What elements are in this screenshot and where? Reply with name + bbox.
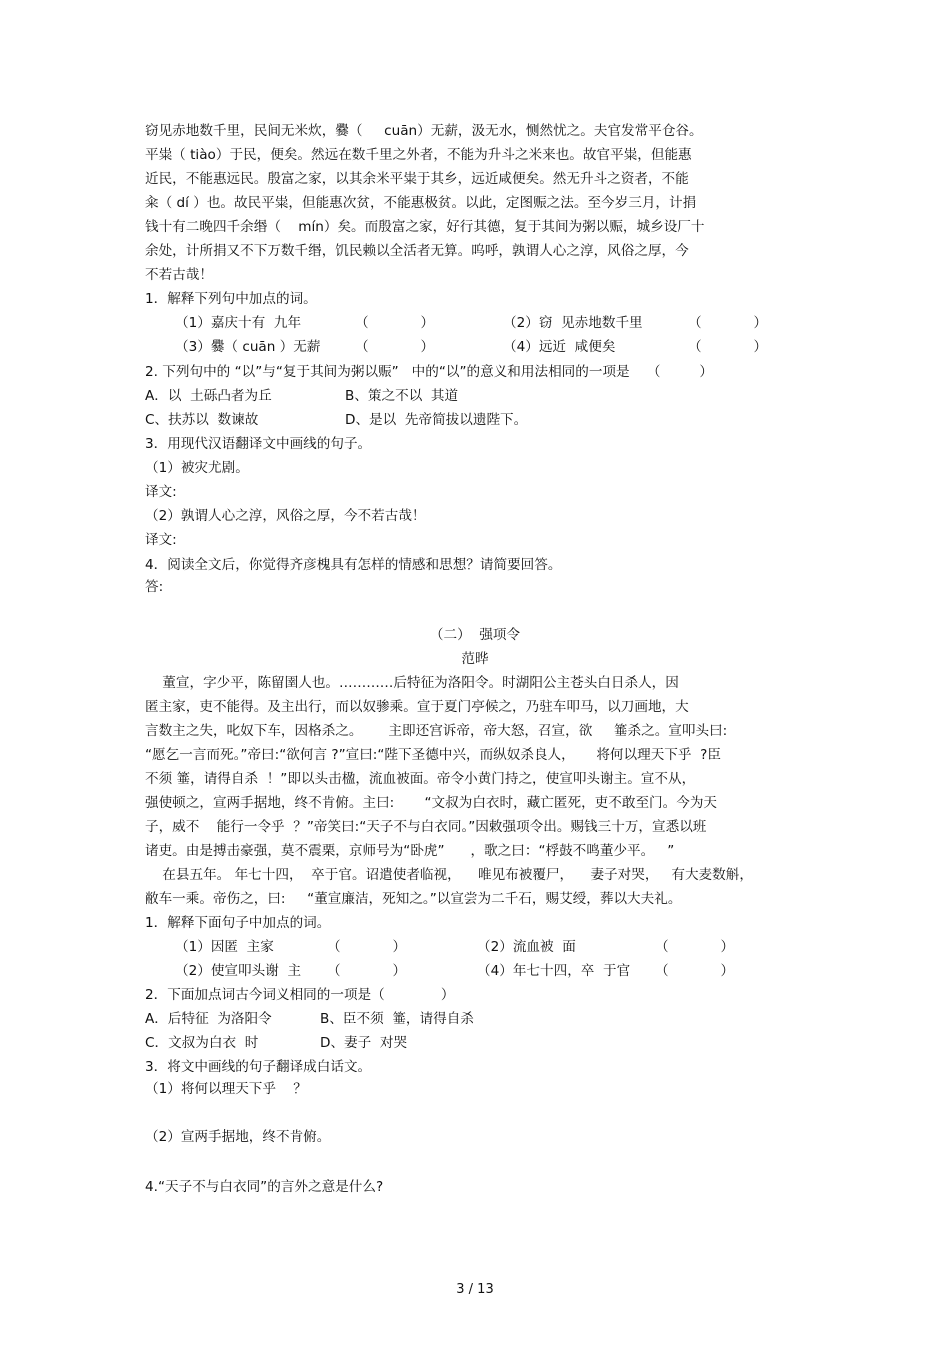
question-item: （2）使宣叩头谢 主 [175,963,302,979]
passage-line: 言数主之失，叱奴下车，因格杀之。 主即还宫诉帝，帝大怒，召宣，欲 箠杀之。宣叩头曰: [145,723,728,739]
sentence-1: （1）被灾尤剧。 [145,460,249,476]
question-item: （3）爨（ cuān ）无薪 [175,339,321,355]
passage-line: 不须 箠，请得自杀 ！”即以头击楹，流血被面。帝令小黄门持之，使宣叩头谢主。宣不从， [145,771,696,787]
passage-line: 匿主家，吏不能得。及主出行，而以奴骖乘。宣于夏门亭候之，乃驻车叩马，以刀画地，大 [145,699,689,715]
question-item: （4）远近 咸便矣 [503,339,616,355]
passage-line: 董宣，字少平，陈留圉人也。…………后特征为洛阳令。时湖阳公主苍头白日杀人，因 [145,675,679,691]
question-2-options [145,1009,835,1029]
question-2-options [145,1033,835,1053]
answer-blank: （ ） [655,963,735,979]
page-number: 3 / 13 [456,1282,494,1297]
option-c: C、扶苏以 数谏故 [145,412,259,428]
option-d: D、妻子 对哭 [320,1035,408,1051]
question-item: （2）流血被 面 [477,939,576,955]
answer-blank: （ ） [327,963,407,979]
section-2-title: （二） 强项令 [429,627,521,643]
question-4-stem: 4.“天子不与白衣同”的言外之意是什么? [145,1179,384,1195]
question-1-row [175,937,865,957]
option-b: B、策之不以 其道 [345,388,459,404]
answer-blank: （ ） [355,315,435,331]
question-1-row [175,313,865,333]
question-3-stem: 3．将文中画线的句子翻译成白话文。 [145,1059,372,1075]
answer-blank: （ ） [327,939,407,955]
passage-line: 强使顿之，宣两手据地，终不肯俯。主曰: “文叔为白衣时，藏亡匿死，吏不敢至门。今为天 [145,795,718,811]
question-1-row [175,961,865,981]
passage-line: 余处，计所捐又不下万数千缗，饥民赖以全活者无算。呜呼，孰谓人心之淳，风俗之厚，今 [145,243,689,259]
question-item: （4）年七十四，卒 于官 [477,963,631,979]
option-b: B、臣不须 箠，请得自杀 [320,1011,474,1027]
question-item: （1）因匿 主家 [175,939,274,955]
question-3-stem: 3．用现代汉语翻译文中画线的句子。 [145,436,372,452]
passage-line: 窃见赤地数千里，民间无米炊，爨（ cuān）无薪，汲无水，恻然忧之。夫官发常平仓谷。 [145,123,703,139]
question-2-stem: 2. 下列句中的 “以”与“复于其间为粥以赈” 中的“以”的意义和用法相同的一项是 （ ） [145,364,714,380]
question-1-row [175,337,865,357]
passage-line: “愿乞一言而死。”帝曰:“欲何言 ?”宣曰:“陛下圣德中兴，而纵奴杀良人， 将何以理天下乎 ?臣 [145,747,721,763]
passage-line: 诸吏。由是搏击豪强，莫不震栗，京师号为“卧虎” ，歌之曰：“桴鼓不鸣董少平。 ” [145,843,675,859]
question-1-stem: 1．解释下列句中加点的词。 [145,291,317,307]
translation-label: 译文: [145,484,177,500]
translation-label: 译文: [145,532,177,548]
passage-line: 不若古哉！ [145,267,213,283]
question-2-options [145,386,835,406]
question-2-options [145,410,835,430]
answer-blank: （ ） [355,339,435,355]
option-a: A．后特征 为洛阳令 [145,1011,272,1027]
passage-line: 子，威不 能行一令乎 ？”帝笑曰:“天子不与白衣同。”因敕强项令出。赐钱三十万，宣悉以班 [145,819,707,835]
passage-line: 籴（ dí ）也。故民平粜，但能惠次贫，不能惠极贫。以此，定图赈之法。至今岁三月，计捐 [145,195,697,211]
question-2-stem: 2．下面加点词古今词义相同的一项是（ ） [145,987,455,1003]
option-a: A．以 土砾凸者为丘 [145,388,272,404]
question-item: （1）嘉庆十有 九年 [175,315,302,331]
passage-line: 在县五年。 年七十四， 卒于官。诏遣使者临视， 唯见布被覆尸， 妻子对哭， 有大麦数斛， [145,867,753,883]
sentence-1: （1）将何以理天下乎 ？ [145,1081,307,1097]
answer-blank: （ ） [688,315,768,331]
passage-line: 近民，不能惠远民。殷富之家，以其余米平粜于其乡，远近咸便矣。然无升斗之资者，不能 [145,171,689,187]
question-1-stem: 1．解释下面句子中加点的词。 [145,915,331,931]
question-item: （2）窃 见赤地数千里 [503,315,643,331]
answer-label: 答: [145,579,164,595]
passage-line: 平粜（ tiào）于民，便矣。然远在数千里之外者，不能为升斗之米来也。故官平粜，但能惠 [145,147,692,163]
passage-line: 敝车一乘。帝伤之，曰: “董宣廉洁，死知之。”以宣尝为二千石，赐艾绶，葬以大夫礼。 [145,891,682,907]
passage-line: 钱十有二晚四千余缗（ mín）矣。而殷富之家，好行其德，复于其间为粥以赈，城乡设厂十 [145,219,705,235]
sentence-2: （2）宣两手据地，终不肯俯。 [145,1129,331,1145]
section-2-author: 范晔 [461,651,489,667]
sentence-2: （2）孰谓人心之淳，风俗之厚，今不若古哉！ [145,508,426,524]
question-4-stem: 4．阅读全文后，你觉得齐彦槐具有怎样的情感和思想？请简要回答。 [145,557,562,573]
option-d: D、是以 先帝简拔以遗陛下。 [345,412,528,428]
answer-blank: （ ） [688,339,768,355]
option-c: C．文叔为白衣 时 [145,1035,259,1051]
answer-blank: （ ） [655,939,735,955]
